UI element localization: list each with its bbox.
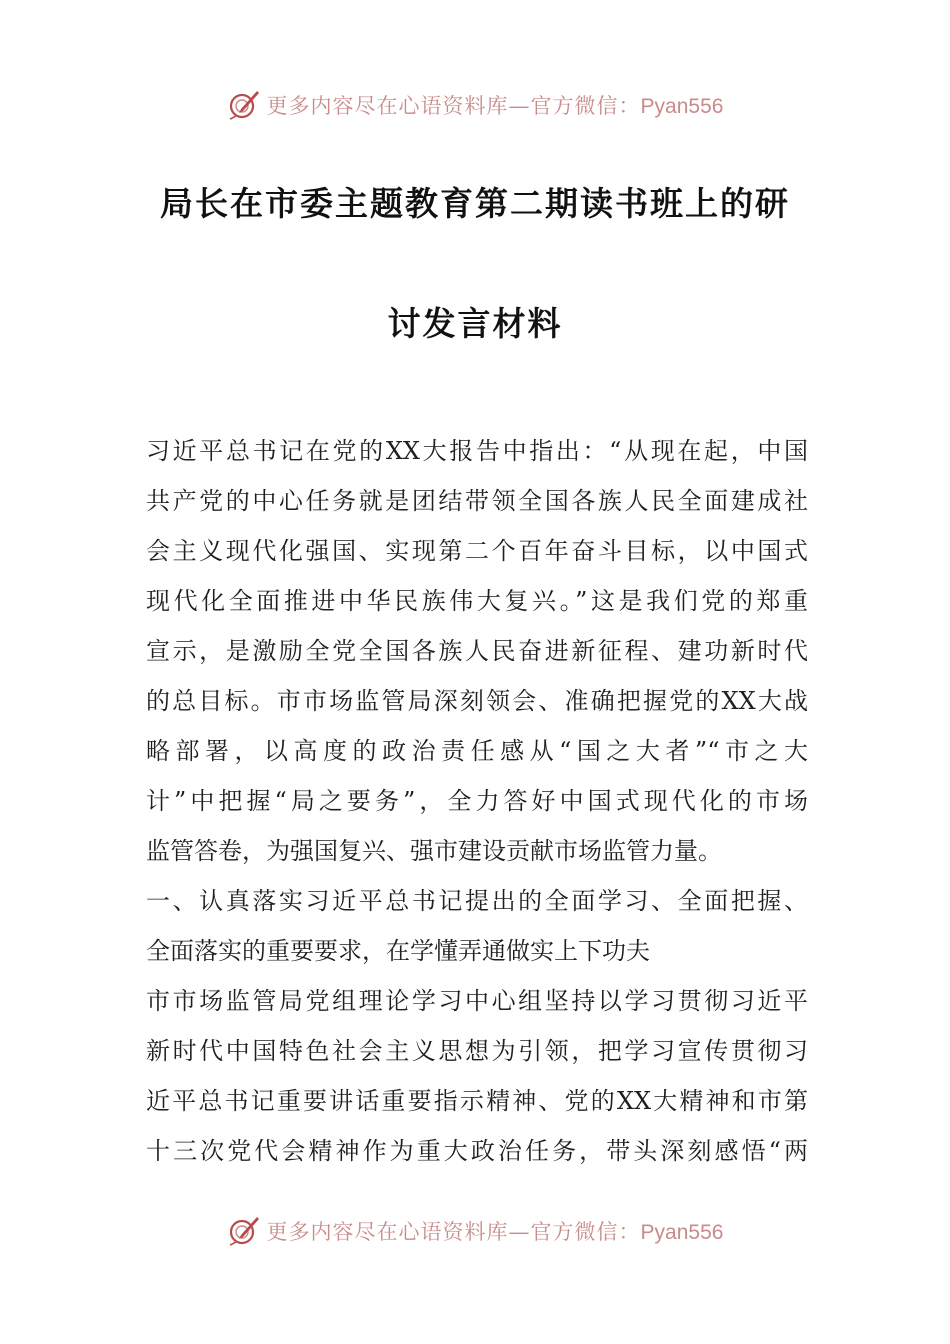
watermark-text-cn: 更多内容尽在心语资料库—官方微信：	[266, 94, 641, 118]
document-title-line-2: 讨发言材料	[387, 304, 563, 343]
body-line: 共产党的中心任务就是团结带领全国各族人民全面建成社	[146, 487, 808, 515]
body-line: 监管答卷，为强国复兴、强市建设贡献市场监管力量。	[146, 837, 722, 865]
watermark-wechat-id: Pyan556	[640, 95, 724, 118]
watermark-banner-bottom	[0, 1206, 950, 1256]
body-line: 市市场监管局党组理论学习中心组坚持以学习贯彻习近平	[146, 987, 808, 1015]
body-line: 近平总书记重要讲话重要指示精神、党的XX大精神和市第	[146, 1087, 808, 1115]
quill-pen-seal-icon	[227, 1214, 261, 1248]
watermark-banner-top	[0, 80, 950, 130]
body-line: 习近平总书记在党的XX大报告中指出：“从现在起，中国	[146, 437, 808, 465]
watermark-text-cn: 更多内容尽在心语资料库—官方微信：	[266, 1220, 641, 1244]
body-line: 略部署，以高度的政治责任感从“国之大者”“市之大	[146, 737, 808, 765]
watermark-text	[267, 90, 724, 120]
body-line: 的总目标。市市场监管局深刻领会、准确把握党的XX大战	[146, 687, 808, 715]
watermark-text	[267, 1216, 724, 1246]
document-body	[146, 426, 808, 1176]
body-line: 现代化全面推进中华民族伟大复兴。”这是我们党的郑重	[146, 587, 808, 615]
document-title-line-1: 局长在市委主题教育第二期读书班上的研	[160, 184, 790, 223]
section-heading-line: 一、认真落实习近平总书记提出的全面学习、全面把握、	[146, 887, 808, 915]
section-heading-line: 全面落实的重要要求，在学懂弄通做实上下功夫	[146, 937, 650, 965]
body-line: 十三次党代会精神作为重大政治任务，带头深刻感悟“两	[146, 1137, 808, 1165]
watermark-wechat-id: Pyan556	[640, 1221, 724, 1244]
body-line: 宣示，是激励全党全国各族人民奋进新征程、建功新时代	[146, 637, 808, 665]
body-line: 会主义现代化强国、实现第二个百年奋斗目标，以中国式	[146, 537, 808, 565]
body-line: 新时代中国特色社会主义思想为引领，把学习宣传贯彻习	[146, 1037, 808, 1065]
quill-pen-seal-icon	[227, 88, 261, 122]
body-line: 计”中把握“局之要务”，全力答好中国式现代化的市场	[146, 787, 808, 815]
